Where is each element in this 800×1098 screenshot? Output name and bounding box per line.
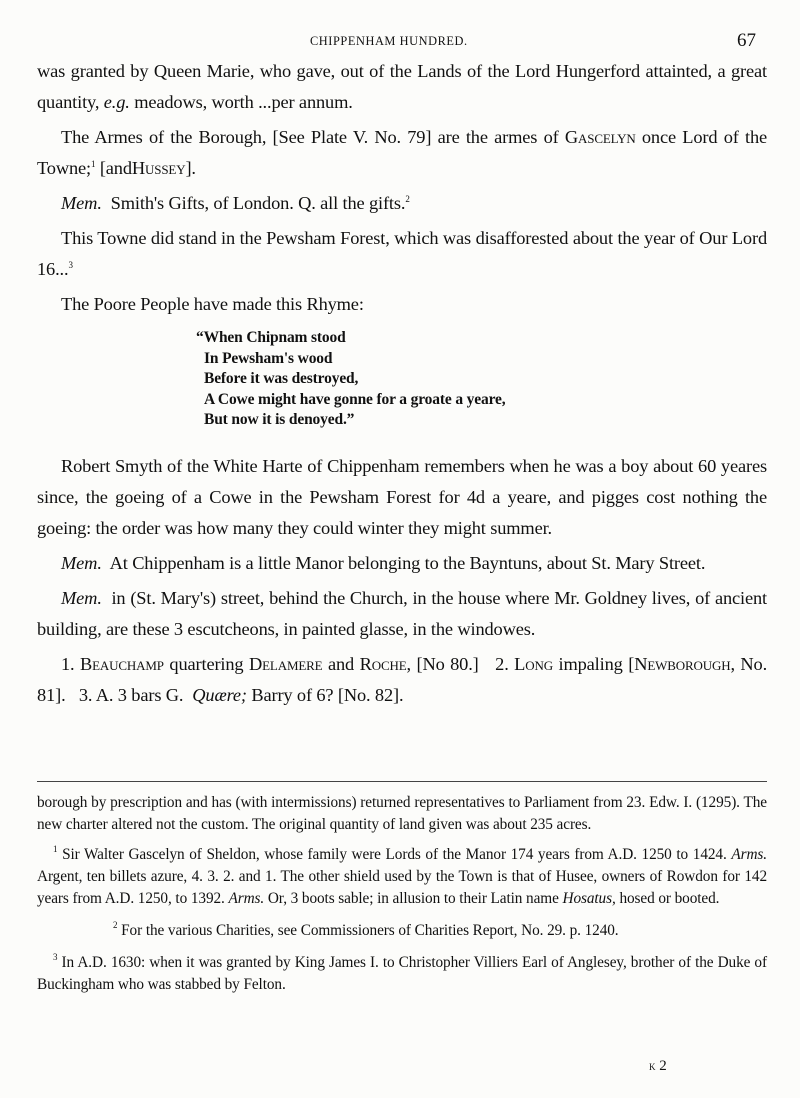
mem-label: Mem. — [61, 552, 102, 573]
running-title: CHIPPENHAM HUNDRED. — [310, 33, 468, 48]
footnotes — [37, 792, 767, 996]
paragraph-rhyme-intro: The Poore People have made this Rhyme: — [61, 294, 364, 314]
name-hussey: Hussey — [131, 158, 186, 178]
footnote-divider — [37, 781, 767, 782]
rhyme-line: A Cowe might have gonne for a groate a yeare, — [204, 390, 506, 408]
paragraph-pewsham-forest: This Towne did stand in the Pewsham Forest, which was disafforested about the year of Our Lord 16...$^3$ — [37, 228, 767, 279]
name-newborough: Newborough — [634, 653, 731, 674]
footnote-1: $^1$ Sir Walter Gascelyn of Sheldon, whose family were Lords of the Manor 174 years from A.D. 1250 to 1424. Arms. Argent, ten billets azure, 4. 3. 2. and 1. The other shield used by the Town is that of Husee, owners of Rowdon for 142 years from A.D. 1250, to 1392. Arms. Or, 3 boots sable; in allusion to their Latin name Hosatus, hosed or booted. — [37, 844, 767, 907]
footnote-ref-1[interactable]: 1 — [91, 159, 96, 169]
name-long: Long — [514, 653, 553, 674]
main-text — [37, 56, 767, 711]
rhyme-line: But now it is denoyed.” — [204, 411, 355, 428]
mem-label: Mem. — [61, 587, 102, 608]
rhyme-line: “When Chipnam stood — [196, 329, 346, 346]
paragraph-arms-list: 1. Beauchamp quartering Delamere and Roche, [No 80.] 2. Long impaling [Newborough, No. 81]. 3. A. 3 bars G. Quære; Barry of 6? [No. 82]. — [37, 653, 768, 705]
paragraph-armes: The Armes of the Borough, [See Plate V. No. 79] are the armes of Gascelyn once Lord of the Towne;$^1$ [andHussey]. — [37, 127, 768, 178]
footnote-ref-2[interactable]: 2 — [405, 194, 410, 204]
paragraph-little-manor: Mem. At Chippenham is a little Manor belonging to the Bayntuns, about St. Mary Street. — [61, 552, 706, 573]
paragraph-smiths-gifts: Mem. Smith's Gifts, of London. Q. all the gifts.$^2$ — [61, 193, 410, 213]
signature-mark: k 2 — [649, 1058, 667, 1074]
rhyme-line: Before it was destroyed, — [204, 370, 359, 387]
name-delamere: Delamere — [249, 653, 323, 674]
rhyme-verse — [37, 328, 767, 431]
rhyme-line: In Pewsham's wood — [204, 349, 333, 367]
footnote-mark: 1 — [53, 844, 58, 854]
paragraph-queen-marie: was granted by Queen Marie, who gave, out of the Lands of the Lord Hungerford attainted, a great quantity, e.g. meadows, worth ...per annum. — [37, 61, 767, 112]
footnote-2: $^2$ For the various Charities, see Commissioners of Charities Report, No. 29. p. 1240. — [113, 920, 619, 939]
footnote-ref-3[interactable]: 3 — [68, 260, 73, 270]
paragraph-robert-smyth: Robert Smyth of the White Harte of Chippenham remembers when he was a boy about 60 yeares since, the goeing of a Cowe in the Pewsham Forest for 4d a yeare, and pigges cost nothing the goeing: the order was how many they could winter they might summer. — [37, 455, 767, 538]
name-gascelyn: Gascelyn — [564, 127, 636, 147]
running-head — [0, 30, 800, 54]
page-number: 67 — [737, 30, 756, 51]
paragraph-escutcheons: Mem. in (St. Mary's) street, behind the Church, in the house where Mr. Goldney lives, of ancient building, are these 3 escutcheons, in painted glasse, in the windowes. — [37, 587, 767, 639]
footnote-mark: 3 — [53, 952, 58, 962]
italic-eg: e.g. — [103, 92, 130, 112]
footnote-mark: 2 — [113, 920, 118, 930]
italic-quaere: Quære; — [192, 684, 247, 705]
name-roche: Roche — [359, 653, 407, 674]
footnote-continued: borough by prescription and has (with intermissions) returned representatives to Parliament from 23. Edw. I. (1295). The new charter altered not the custom. The original quantity of land given was about 235 acres. — [37, 794, 767, 833]
mem-label: Mem. — [61, 193, 102, 213]
name-beauchamp: Beauchamp — [80, 653, 164, 674]
footnote-3: $^3$ In A.D. 1630: when it was granted by King James I. to Christopher Villiers Earl of Anglesey, brother of the Duke of Buckingham who was stabbed by Felton. — [37, 952, 767, 993]
